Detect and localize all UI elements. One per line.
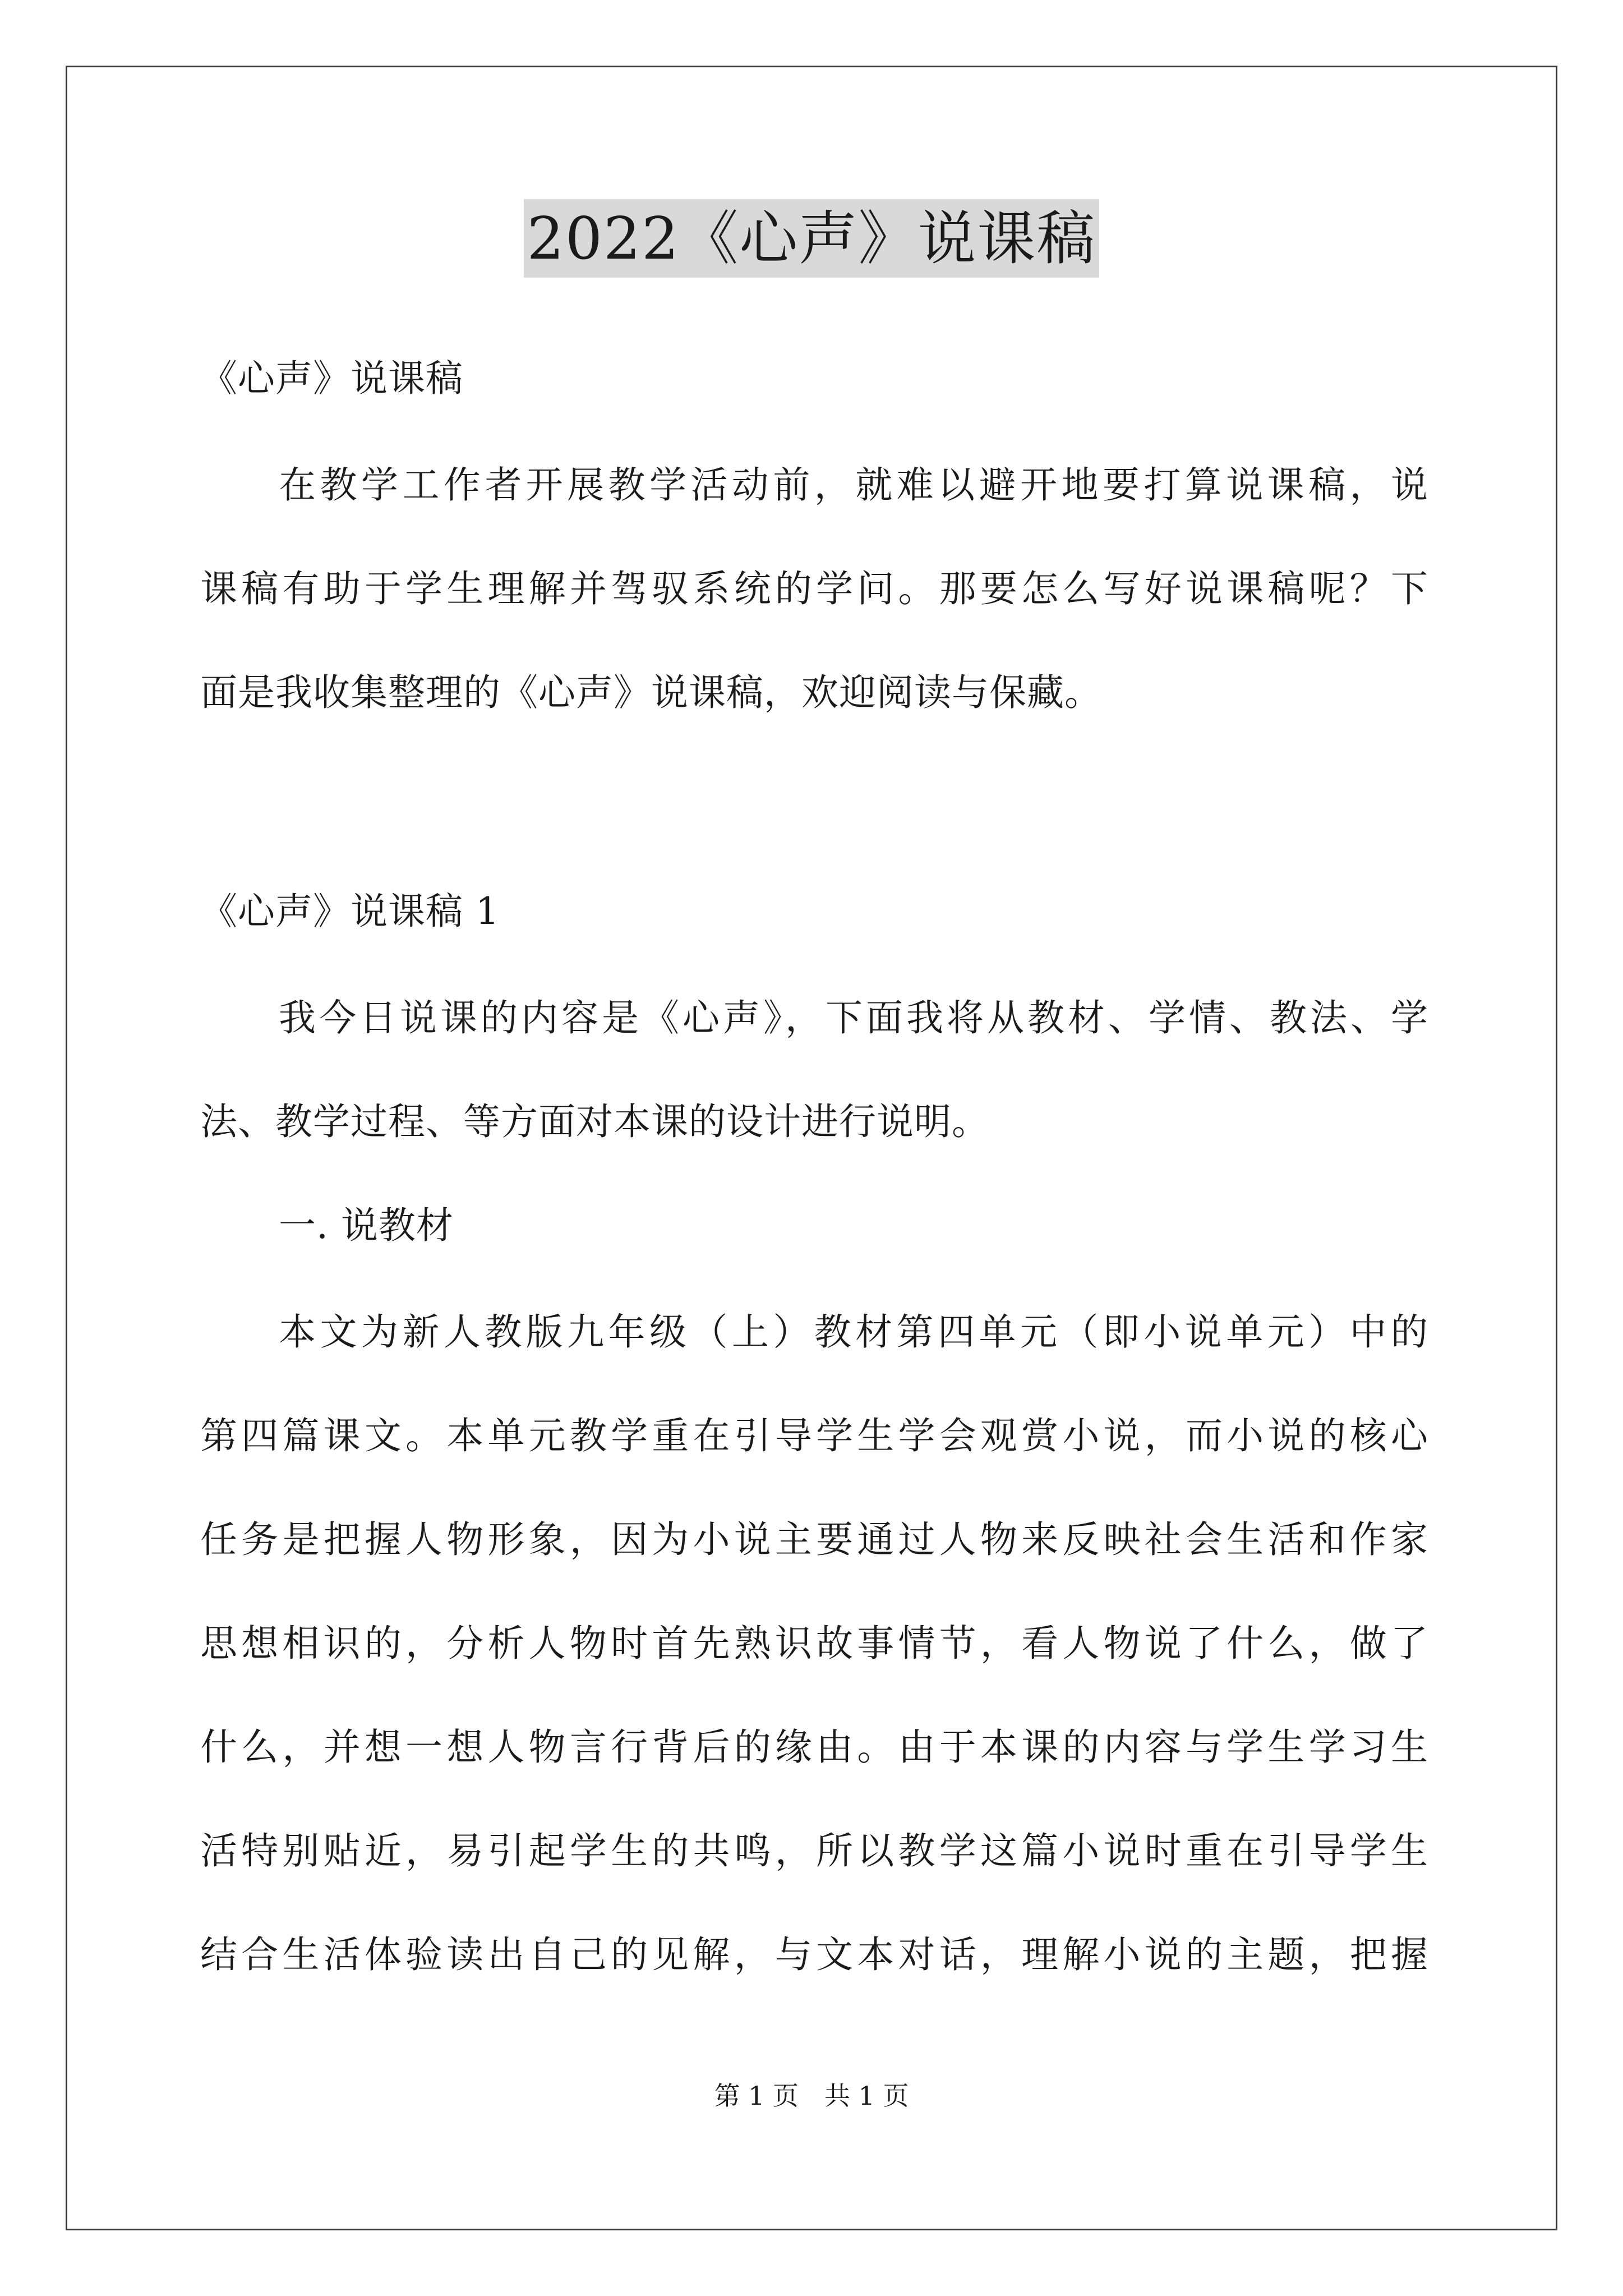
section-1-para-2-line-4: 思想相识的，分析人物时首先熟识故事情节，看人物说了什么，做了 <box>200 1622 1428 1665</box>
section-1-para-1-line-2: 法、教学过程、等方面对本课的设计进行说明。 <box>200 1100 989 1143</box>
section-1-para-2-line-7: 结合生活体验读出自己的见解，与文本对话，理解小说的主题，把握 <box>200 1933 1428 1976</box>
section-1-para-2-line-1: 本文为新人教版九年级（上）教材第四单元（即小说单元）中的 <box>279 1310 1428 1354</box>
document-title: 2022《心声》说课稿 <box>524 199 1100 278</box>
section-1-heading: 《心声》说课稿 1 <box>200 890 500 933</box>
section-1-para-2-line-6: 活特别贴近，易引起学生的共鸣，所以教学这篇小说时重在引导学生 <box>200 1829 1428 1872</box>
document-subtitle: 《心声》说课稿 <box>200 357 463 400</box>
intro-line-1: 在教学工作者开展教学活动前，就难以避开地要打算说课稿，说 <box>279 463 1428 507</box>
subheading-teaching-material: 一. 说教材 <box>279 1204 454 1247</box>
page-number: 第 1 页 共 1 页 <box>714 2081 909 2111</box>
section-1-para-1-line-1: 我今日说课的内容是《心声》，下面我将从教材、学情、教法、学 <box>279 996 1428 1039</box>
intro-line-3: 面是我收集整理的《心声》说课稿，欢迎阅读与保藏。 <box>200 671 1102 714</box>
section-1-para-2-line-5: 什么，并想一想人物言行背后的缘由。由于本课的内容与学生学习生 <box>200 1726 1428 1769</box>
section-1-para-2-line-3: 任务是把握人物形象，因为小说主要通过人物来反映社会生活和作家 <box>200 1518 1428 1561</box>
intro-line-2: 课稿有助于学生理解并驾驭系统的学问。那要怎么写好说课稿呢？下 <box>200 567 1428 610</box>
title-container <box>0 199 1623 278</box>
section-1-para-2-line-2: 第四篇课文。本单元教学重在引导学生学会观赏小说，而小说的核心 <box>200 1414 1428 1457</box>
